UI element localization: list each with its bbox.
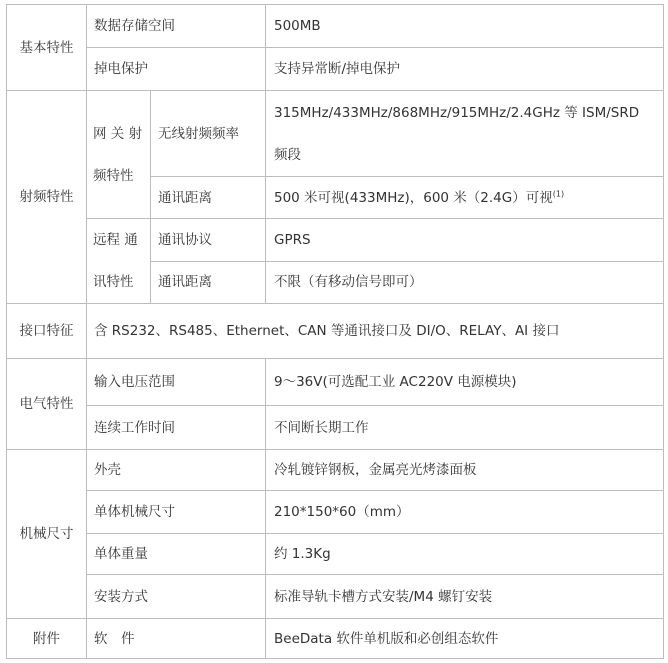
table-row [7, 5, 664, 48]
value-remote-distance: 不限（有移动信号即可） [266, 261, 664, 304]
table-row [7, 304, 664, 359]
label-gateway-distance: 通讯距离 [151, 177, 266, 219]
label-rf-frequency: 无线射频频率 [151, 91, 266, 177]
label-software: 软 件 [87, 619, 266, 659]
table-row [7, 619, 664, 659]
value-work-time: 不间断长期工作 [266, 406, 664, 450]
label-storage: 数据存储空间 [87, 5, 266, 48]
label-dimensions: 单体机械尺寸 [87, 491, 266, 534]
value-dimensions: 210*150*60（mm） [266, 491, 664, 534]
value-voltage: 9～36V(可选配工业 AC220V 电源模块) [266, 359, 664, 406]
value-software: BeeData 软件单机版和必创组态软件 [266, 619, 664, 659]
label-work-time: 连续工作时间 [87, 406, 266, 450]
table-row [7, 534, 664, 575]
category-mechanical: 机械尺寸 [7, 450, 87, 619]
table-row [7, 491, 664, 534]
value-installation: 标准导轨卡槽方式安装/M4 螺钉安装 [266, 575, 664, 619]
label-remote-distance: 通讯距离 [151, 261, 266, 304]
category-electrical: 电气特性 [7, 359, 87, 450]
value-gateway-distance [266, 177, 664, 219]
category-basic: 基本特性 [7, 5, 87, 91]
value-storage: 500MB [266, 5, 664, 48]
footnote-marker: (1) [552, 189, 565, 198]
spec-table [6, 4, 664, 659]
value-protocol: GPRS [266, 219, 664, 262]
category-rf: 射频特性 [7, 91, 87, 304]
label-power-protect: 掉电保护 [87, 48, 266, 91]
value-enclosure: 冷轧镀锌钢板，金属亮光烤漆面板 [266, 450, 664, 491]
category-interface: 接口特征 [7, 304, 87, 359]
label-installation: 安装方式 [87, 575, 266, 619]
table-row [7, 91, 664, 177]
label-protocol: 通讯协议 [151, 219, 266, 262]
subcategory-gateway: 网 关 射 频特性 [87, 91, 151, 219]
table-row [7, 219, 664, 262]
label-enclosure: 外壳 [87, 450, 266, 491]
table-row [7, 450, 664, 491]
label-voltage: 输入电压范围 [87, 359, 266, 406]
value-weight: 约 1.3Kg [266, 534, 664, 575]
subcategory-remote: 远程 通 讯特性 [87, 219, 151, 304]
table-row [7, 359, 664, 406]
value-rf-frequency: 315MHz/433MHz/868MHz/915MHz/2.4GHz 等 ISM/SRD 频段 [266, 91, 664, 177]
label-weight: 单体重量 [87, 534, 266, 575]
value-power-protect: 支持异常断/掉电保护 [266, 48, 664, 91]
value-interface: 含 RS232、RS485、Ethernet、CAN 等通讯接口及 DI/O、RELAY、AI 接口 [87, 304, 664, 359]
table-row [7, 575, 664, 619]
category-accessory: 附件 [7, 619, 87, 659]
table-row [7, 406, 664, 450]
gateway-distance-text: 500 米可视(433MHz)，600 米（2.4G）可视 [274, 189, 553, 206]
table-row [7, 48, 664, 91]
